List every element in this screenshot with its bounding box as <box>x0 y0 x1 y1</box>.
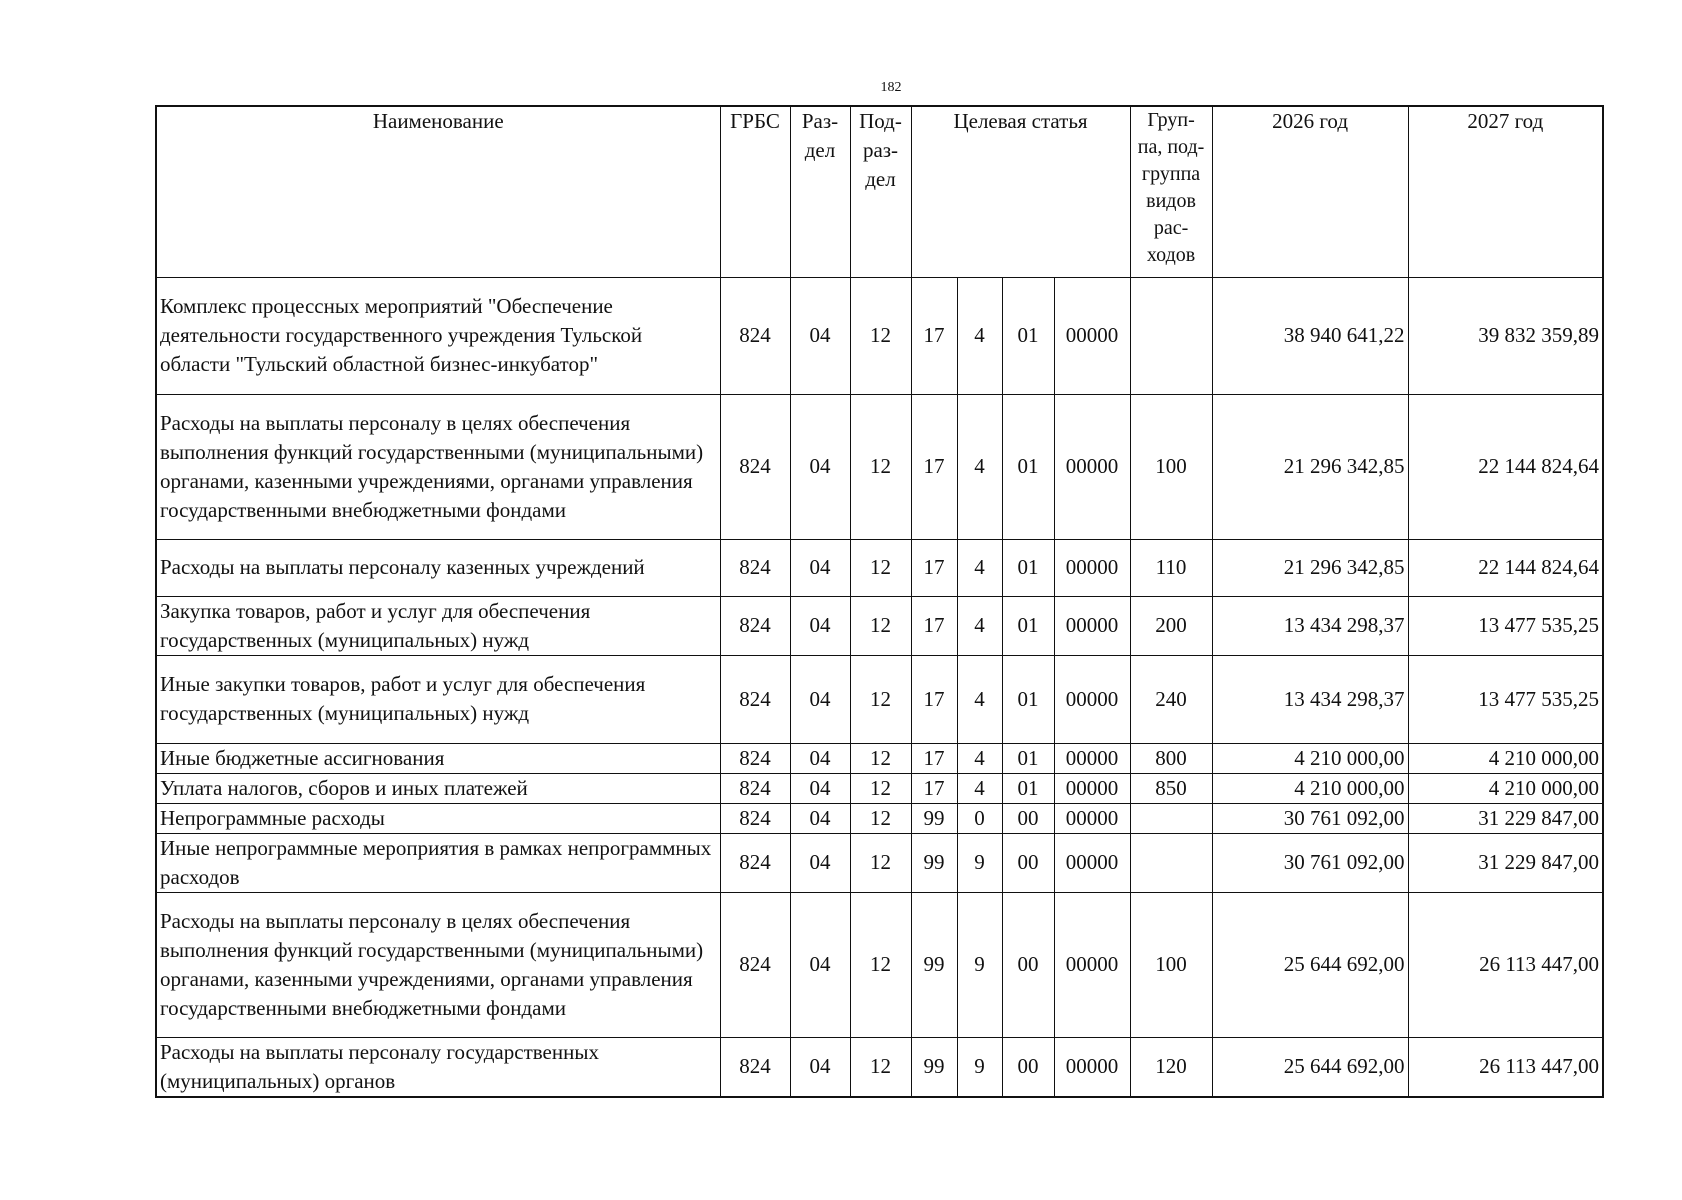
target-program: 17 <box>911 596 957 655</box>
target-complex: 01 <box>1002 539 1054 596</box>
table-row <box>156 655 1603 743</box>
target-program: 17 <box>911 743 957 773</box>
header-target-article: Целевая статья <box>911 106 1130 277</box>
podrazdel-code: 12 <box>850 892 911 1037</box>
amount-2026: 4 210 000,00 <box>1212 743 1408 773</box>
table-row <box>156 743 1603 773</box>
row-name: Расходы на выплаты персоналу государственных (муниципальных) органов <box>156 1037 720 1097</box>
razdel-code: 04 <box>790 892 850 1037</box>
target-type: 4 <box>957 277 1002 394</box>
target-program: 99 <box>911 892 957 1037</box>
target-direction: 00000 <box>1054 539 1130 596</box>
header-2026: 2026 год <box>1212 106 1408 277</box>
podrazdel-code: 12 <box>850 277 911 394</box>
amount-2027: 13 477 535,25 <box>1408 596 1603 655</box>
amount-2027: 39 832 359,89 <box>1408 277 1603 394</box>
razdel-code: 04 <box>790 833 850 892</box>
target-direction: 00000 <box>1054 655 1130 743</box>
table-row <box>156 892 1603 1037</box>
expense-group-code: 100 <box>1130 892 1212 1037</box>
header-grbs: ГРБС <box>720 106 790 277</box>
amount-2026: 25 644 692,00 <box>1212 1037 1408 1097</box>
row-name: Расходы на выплаты персоналу казенных учреждений <box>156 539 720 596</box>
target-program: 99 <box>911 833 957 892</box>
podrazdel-code: 12 <box>850 803 911 833</box>
target-direction: 00000 <box>1054 743 1130 773</box>
razdel-code: 04 <box>790 655 850 743</box>
target-complex: 00 <box>1002 892 1054 1037</box>
expense-group-code: 850 <box>1130 773 1212 803</box>
target-complex: 01 <box>1002 277 1054 394</box>
table-row <box>156 539 1603 596</box>
grbs-code: 824 <box>720 394 790 539</box>
razdel-code: 04 <box>790 394 850 539</box>
target-type: 9 <box>957 833 1002 892</box>
target-direction: 00000 <box>1054 892 1130 1037</box>
target-complex: 01 <box>1002 773 1054 803</box>
target-complex: 01 <box>1002 394 1054 539</box>
grbs-code: 824 <box>720 892 790 1037</box>
target-program: 17 <box>911 277 957 394</box>
razdel-code: 04 <box>790 596 850 655</box>
row-name: Расходы на выплаты персоналу в целях обеспечения выполнения функций государственными (муниципальными) органами, казенными учреждениями, органами управления государственными внебюджетными фондами <box>156 394 720 539</box>
table-row <box>156 596 1603 655</box>
target-program: 17 <box>911 539 957 596</box>
target-type: 4 <box>957 655 1002 743</box>
expense-group-code: 200 <box>1130 596 1212 655</box>
grbs-code: 824 <box>720 743 790 773</box>
podrazdel-code: 12 <box>850 833 911 892</box>
target-type: 9 <box>957 1037 1002 1097</box>
target-type: 9 <box>957 892 1002 1037</box>
grbs-code: 824 <box>720 773 790 803</box>
amount-2027: 26 113 447,00 <box>1408 1037 1603 1097</box>
table-row <box>156 394 1603 539</box>
target-program: 99 <box>911 803 957 833</box>
target-complex: 00 <box>1002 803 1054 833</box>
amount-2026: 4 210 000,00 <box>1212 773 1408 803</box>
amount-2027: 31 229 847,00 <box>1408 833 1603 892</box>
razdel-code: 04 <box>790 277 850 394</box>
amount-2026: 38 940 641,22 <box>1212 277 1408 394</box>
expense-group-code <box>1130 833 1212 892</box>
target-direction: 00000 <box>1054 803 1130 833</box>
target-type: 4 <box>957 743 1002 773</box>
target-complex: 01 <box>1002 596 1054 655</box>
row-name: Уплата налогов, сборов и иных платежей <box>156 773 720 803</box>
podrazdel-code: 12 <box>850 773 911 803</box>
header-podrazdel: Под- раз- дел <box>850 106 911 277</box>
amount-2026: 21 296 342,85 <box>1212 394 1408 539</box>
grbs-code: 824 <box>720 833 790 892</box>
amount-2026: 21 296 342,85 <box>1212 539 1408 596</box>
amount-2026: 30 761 092,00 <box>1212 803 1408 833</box>
expense-group-code: 100 <box>1130 394 1212 539</box>
target-direction: 00000 <box>1054 394 1130 539</box>
expense-group-code <box>1130 803 1212 833</box>
amount-2027: 13 477 535,25 <box>1408 655 1603 743</box>
razdel-code: 04 <box>790 1037 850 1097</box>
grbs-code: 824 <box>720 277 790 394</box>
header-name: Наименование <box>156 106 720 277</box>
target-direction: 00000 <box>1054 773 1130 803</box>
budget-table <box>155 105 1604 1098</box>
target-complex: 00 <box>1002 1037 1054 1097</box>
grbs-code: 824 <box>720 539 790 596</box>
page-number: 182 <box>880 80 902 95</box>
target-direction: 00000 <box>1054 1037 1130 1097</box>
header-2027: 2027 год <box>1408 106 1603 277</box>
amount-2027: 4 210 000,00 <box>1408 773 1603 803</box>
row-name: Иные непрограммные мероприятия в рамках непрограммных расходов <box>156 833 720 892</box>
target-type: 4 <box>957 539 1002 596</box>
table-row <box>156 277 1603 394</box>
target-complex: 01 <box>1002 743 1054 773</box>
target-direction: 00000 <box>1054 596 1130 655</box>
amount-2026: 25 644 692,00 <box>1212 892 1408 1037</box>
expense-group-code <box>1130 277 1212 394</box>
grbs-code: 824 <box>720 1037 790 1097</box>
target-complex: 01 <box>1002 655 1054 743</box>
razdel-code: 04 <box>790 743 850 773</box>
expense-group-code: 800 <box>1130 743 1212 773</box>
razdel-code: 04 <box>790 803 850 833</box>
target-program: 17 <box>911 394 957 539</box>
table-body <box>156 277 1603 1097</box>
grbs-code: 824 <box>720 596 790 655</box>
table-row <box>156 803 1603 833</box>
target-program: 99 <box>911 1037 957 1097</box>
podrazdel-code: 12 <box>850 1037 911 1097</box>
expense-group-code: 120 <box>1130 1037 1212 1097</box>
razdel-code: 04 <box>790 773 850 803</box>
podrazdel-code: 12 <box>850 655 911 743</box>
expense-group-code: 110 <box>1130 539 1212 596</box>
table-header-row <box>156 106 1603 277</box>
row-name: Закупка товаров, работ и услуг для обеспечения государственных (муниципальных) нужд <box>156 596 720 655</box>
target-complex: 00 <box>1002 833 1054 892</box>
header-expense-group: Груп- па, под- группа видов рас- ходов <box>1130 106 1212 277</box>
expense-group-code: 240 <box>1130 655 1212 743</box>
row-name: Непрограммные расходы <box>156 803 720 833</box>
amount-2026: 30 761 092,00 <box>1212 833 1408 892</box>
razdel-code: 04 <box>790 539 850 596</box>
amount-2027: 31 229 847,00 <box>1408 803 1603 833</box>
podrazdel-code: 12 <box>850 596 911 655</box>
target-type: 4 <box>957 394 1002 539</box>
target-type: 4 <box>957 596 1002 655</box>
amount-2027: 22 144 824,64 <box>1408 394 1603 539</box>
table-row <box>156 1037 1603 1097</box>
target-direction: 00000 <box>1054 833 1130 892</box>
table-row <box>156 833 1603 892</box>
amount-2026: 13 434 298,37 <box>1212 596 1408 655</box>
amount-2026: 13 434 298,37 <box>1212 655 1408 743</box>
amount-2027: 22 144 824,64 <box>1408 539 1603 596</box>
target-program: 17 <box>911 655 957 743</box>
amount-2027: 4 210 000,00 <box>1408 743 1603 773</box>
target-type: 0 <box>957 803 1002 833</box>
table-row <box>156 773 1603 803</box>
target-program: 17 <box>911 773 957 803</box>
grbs-code: 824 <box>720 655 790 743</box>
grbs-code: 824 <box>720 803 790 833</box>
header-razdel: Раз- дел <box>790 106 850 277</box>
row-name: Комплекс процессных мероприятий "Обеспечение деятельности государственного учреждения Тульской области "Тульский областной бизнес-инкубатор" <box>156 277 720 394</box>
row-name: Иные бюджетные ассигнования <box>156 743 720 773</box>
podrazdel-code: 12 <box>850 743 911 773</box>
podrazdel-code: 12 <box>850 394 911 539</box>
amount-2027: 26 113 447,00 <box>1408 892 1603 1037</box>
podrazdel-code: 12 <box>850 539 911 596</box>
row-name: Иные закупки товаров, работ и услуг для обеспечения государственных (муниципальных) нужд <box>156 655 720 743</box>
target-direction: 00000 <box>1054 277 1130 394</box>
row-name: Расходы на выплаты персоналу в целях обеспечения выполнения функций государственными (муниципальными) органами, казенными учреждениями, органами управления государственными внебюджетными фондами <box>156 892 720 1037</box>
target-type: 4 <box>957 773 1002 803</box>
